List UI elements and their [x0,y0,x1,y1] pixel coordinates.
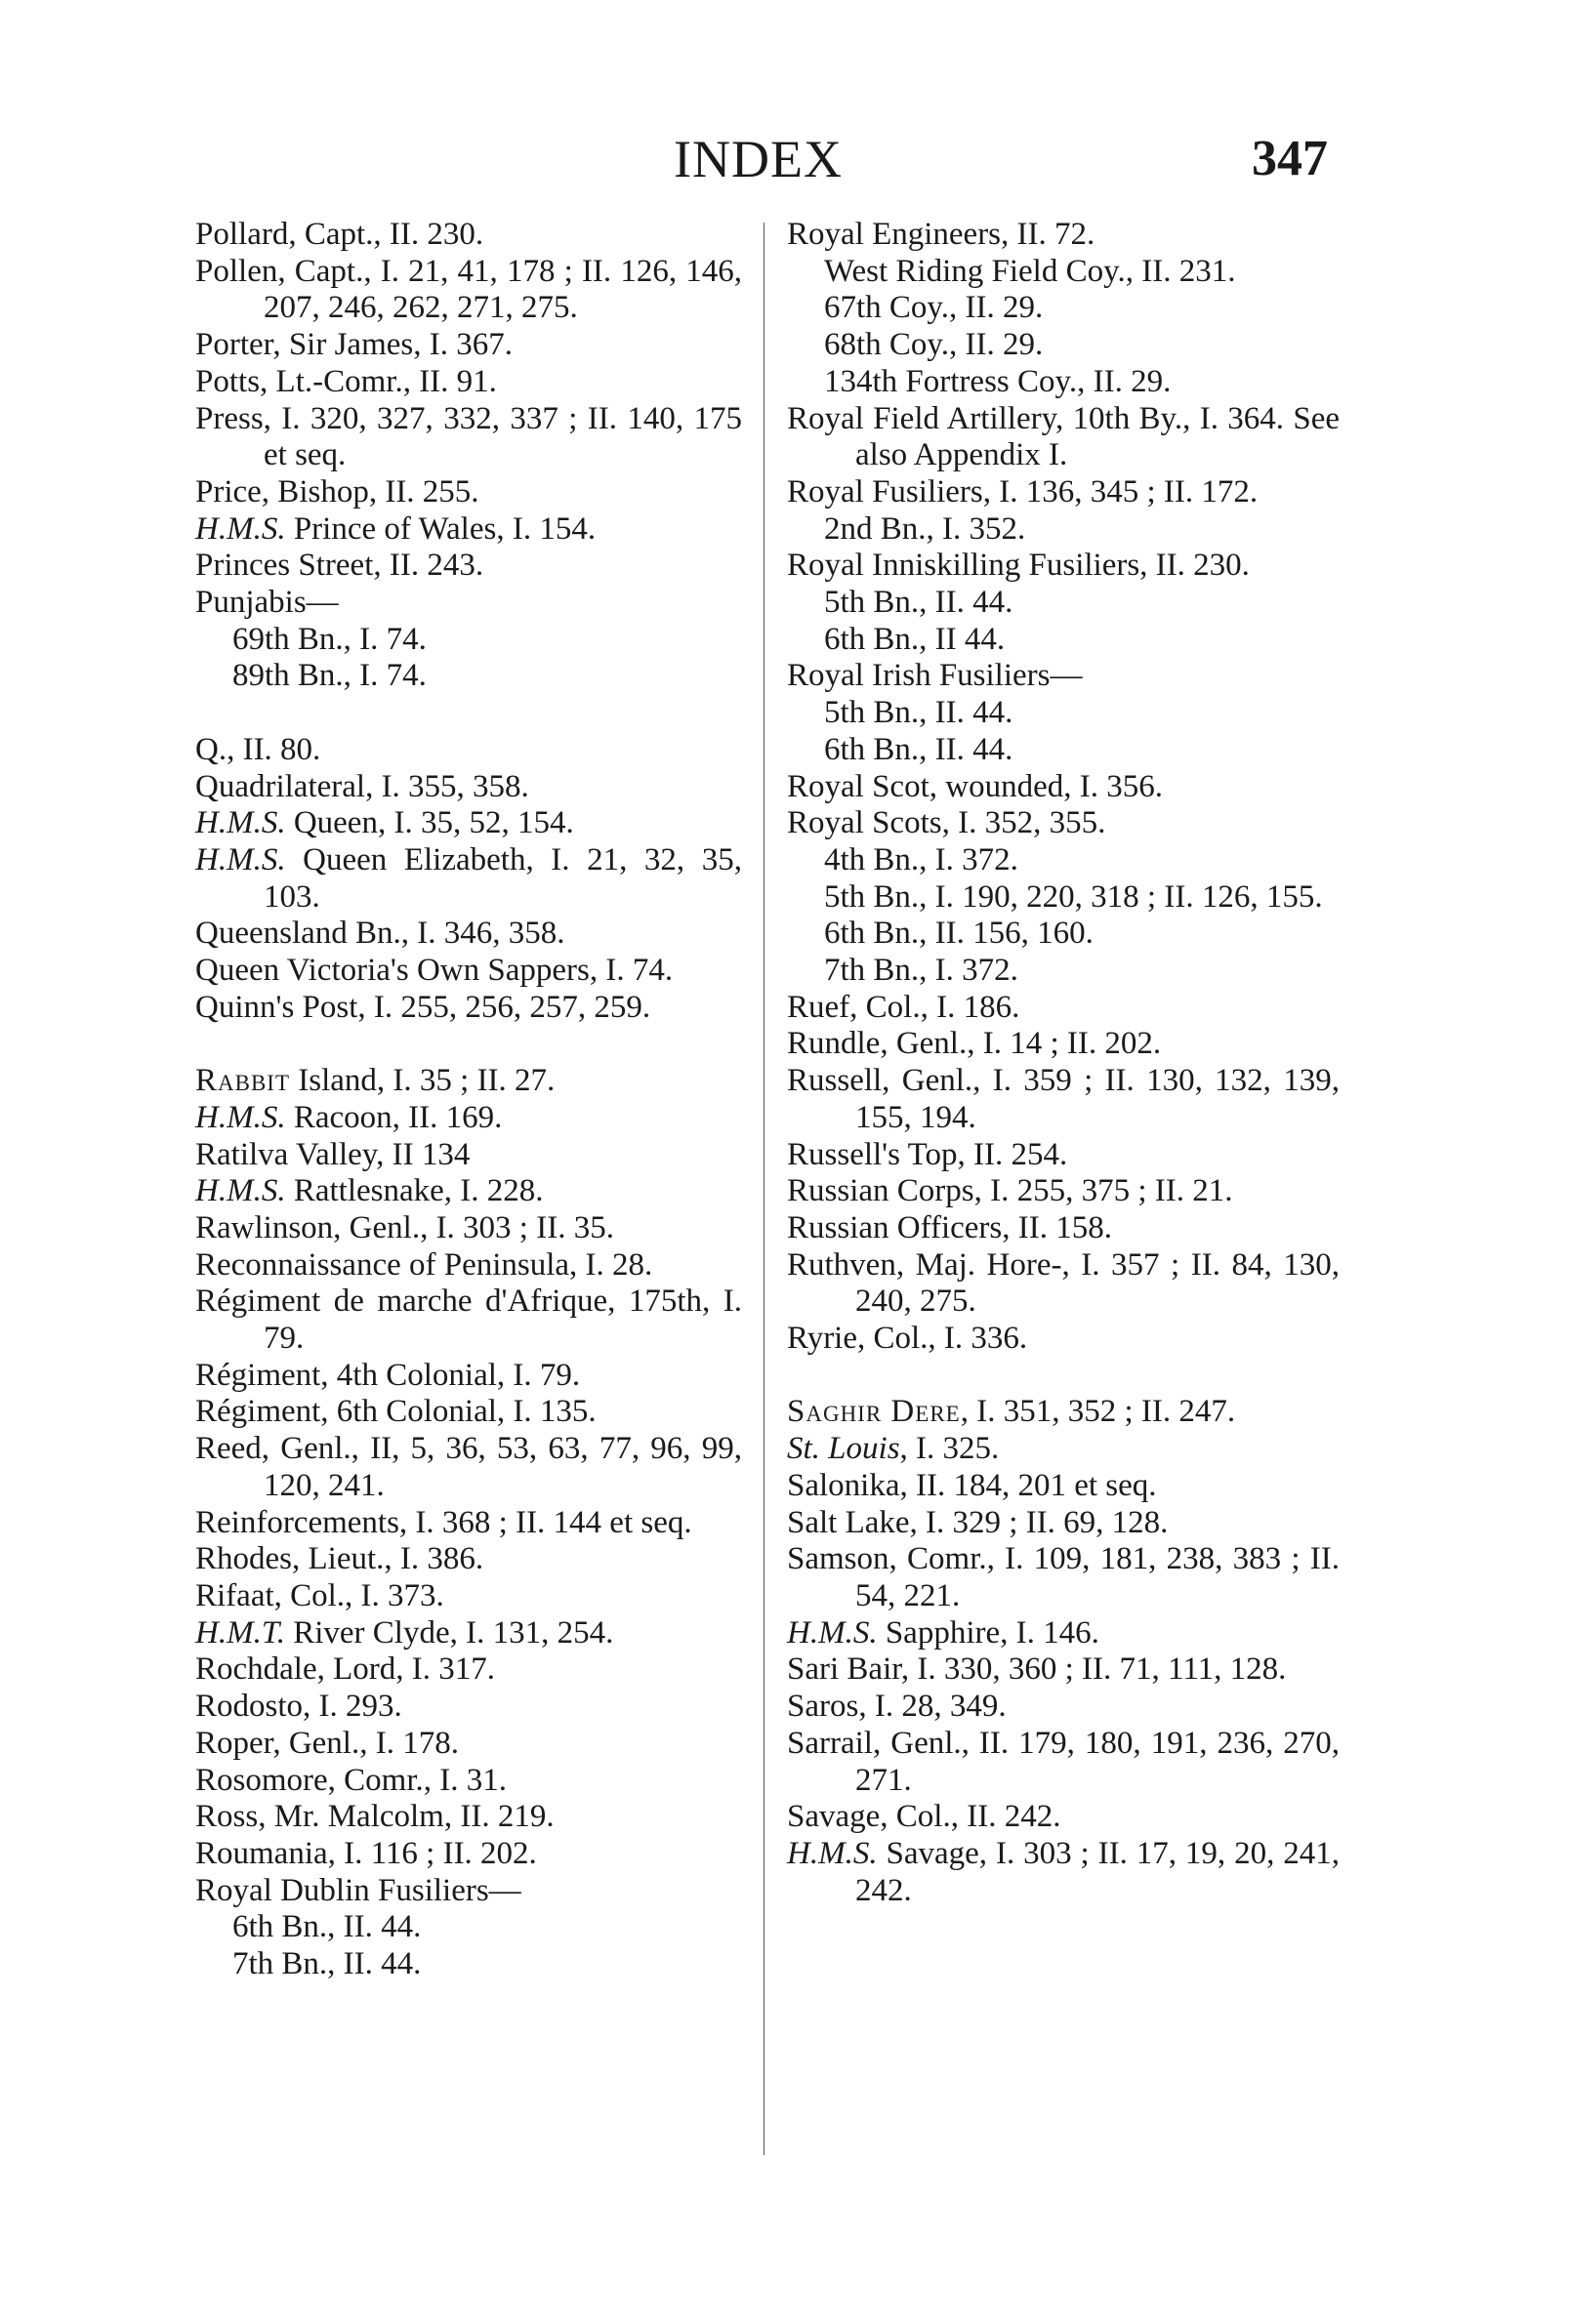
index-entry [787,1321,1340,1358]
entry-text: Samson, Comr., I. 109, 181, 238, 383 ; II. 54, 221. [787,1541,1340,1613]
index-entry [195,1173,742,1210]
index-subentry [787,916,1340,953]
index-subentry [787,953,1340,990]
index-subentry [787,585,1340,622]
italic-name: St. Louis [787,1431,900,1467]
entry-text: Reinforcements, I. 368 ; II. 144 et seq. [195,1504,692,1540]
index-entry [787,401,1340,474]
entry-text: Régiment, 4th Colonial, I. 79. [195,1357,581,1393]
section-gap [195,1026,742,1063]
entry-text: 134th Fortress Coy., II. 29. [824,363,1172,399]
entry-text: River Clyde, I. 131, 254. [284,1614,614,1651]
entry-text: Royal Dublin Fusiliers— [195,1872,521,1908]
entry-text: Roper, Genl., I. 178. [195,1725,459,1761]
section-gap [787,1358,1340,1395]
entry-text: Royal Irish Fusiliers— [787,658,1083,694]
index-entry [787,1137,1340,1174]
index-entry [195,1726,742,1763]
index-subentry [787,254,1340,291]
vessel-prefix: H.M.S. [195,841,286,877]
index-entry [195,1284,742,1357]
entry-text: Sari Bair, I. 330, 360 ; II. 71, 111, 128. [787,1651,1287,1688]
index-subentry [787,327,1340,364]
index-column-right [787,217,1340,1909]
vessel-prefix: H.M.S. [195,805,286,841]
index-entry [195,953,742,990]
index-entry [787,1615,1340,1652]
index-entry [787,474,1340,511]
index-entry [787,1394,1340,1431]
entry-text: Roumania, I. 116 ; II. 202. [195,1835,537,1871]
index-entry [195,1541,742,1578]
index-entry [787,1541,1340,1614]
index-subentry [787,879,1340,917]
entry-text: Royal Scots, I. 352, 355. [787,805,1106,841]
entry-text: Quadrilateral, I. 355, 358. [195,768,529,804]
index-entry [787,769,1340,806]
section-gap [195,695,742,732]
entry-text: West Riding Field Coy., II. 231. [824,253,1236,289]
index-column-left [195,217,742,1983]
index-entry [195,401,742,474]
index-subentry [787,511,1340,549]
entry-text: Prince of Wales, I. 154. [285,510,597,547]
index-entry [195,805,742,842]
entry-text: Press, I. 320, 327, 332, 337 ; II. 140, 175 et seq. [195,400,742,473]
section-lead-word: Rabbit [195,1063,291,1099]
index-entry [195,1210,742,1247]
index-entry [787,1651,1340,1689]
entry-text: Rawlinson, Genl., I. 303 ; II. 35. [195,1209,614,1245]
entry-text: Ratilva Valley, II 134 [195,1136,471,1172]
index-entry [195,916,742,953]
entry-text: Q., II. 80. [195,731,321,767]
index-entry [195,1247,742,1284]
entry-text: 6th Bn., II. 44. [232,1909,422,1945]
entry-text: Queensland Bn., I. 346, 358. [195,916,565,952]
entry-text: Russell's Top, II. 254. [787,1136,1068,1172]
index-entry [787,1210,1340,1247]
index-entry [787,548,1340,585]
index-entry [195,1651,742,1689]
entry-text: Russian Corps, I. 255, 375 ; II. 21. [787,1173,1233,1209]
entry-text: Rundle, Genl., I. 14 ; II. 202. [787,1026,1162,1062]
index-entry [195,1358,742,1395]
entry-text: Saros, I. 28, 349. [787,1689,1007,1725]
index-subentry [787,622,1340,659]
index-entry [195,474,742,511]
index-subentry [787,290,1340,327]
entry-text: Royal Scot, wounded, I. 356. [787,768,1163,804]
entry-text: 7th Bn., I. 372. [824,953,1018,989]
index-entry [195,1836,742,1873]
index-entry [195,1063,742,1100]
index-entry [787,1726,1340,1799]
entry-text: Queen Elizabeth, I. 21, 32, 35, 103. [264,841,742,915]
entry-text: 4th Bn., I. 372. [824,841,1018,877]
index-subentry [195,622,742,659]
index-subentry [195,1946,742,1983]
entry-text: 89th Bn., I. 74. [232,658,427,694]
index-subentry [787,842,1340,879]
vessel-prefix: H.M.S. [787,1614,878,1651]
index-entry [195,1100,742,1137]
index-subentry [787,732,1340,769]
entry-text: Sarrail, Genl., II. 179, 180, 191, 236, 270, 271. [787,1725,1340,1798]
entry-text: , I. 325. [899,1431,1000,1467]
index-entry [195,1394,742,1431]
index-entry [787,1026,1340,1063]
index-entry [195,1505,742,1542]
index-subentry [787,364,1340,401]
entry-text: 5th Bn., II. 44. [824,695,1013,731]
vessel-prefix: H.M.T. [195,1614,285,1651]
index-entry [195,1431,742,1504]
index-entry [195,842,742,916]
vessel-prefix: H.M.S. [195,1099,286,1135]
entry-text: 67th Coy., II. 29. [824,290,1044,326]
entry-text: Reconnaissance of Peninsula, I. 28. [195,1246,653,1283]
entry-text: Russell, Genl., I. 359 ; II. 130, 132, 139, 155, 194. [787,1063,1340,1135]
index-entry [195,1763,742,1800]
index-entry [195,769,742,806]
index-entry [787,1173,1340,1210]
index-entry [195,1873,742,1910]
entry-text: 6th Bn., II. 44. [824,731,1013,767]
entry-text: Punjabis— [195,585,339,621]
entry-text: Rochdale, Lord, I. 317. [195,1651,496,1688]
entry-text: Quinn's Post, I. 255, 256, 257, 259. [195,989,651,1025]
section-lead-word: Saghir Dere [787,1394,961,1430]
entry-text: 7th Bn., II. 44. [232,1946,422,1982]
index-entry [195,732,742,769]
index-entry [195,364,742,401]
entry-text: 5th Bn., I. 190, 220, 318 ; II. 126, 155. [824,878,1323,915]
entry-text: Racoon, II. 169. [285,1099,503,1135]
entry-text: Régiment, 6th Colonial, I. 135. [195,1394,597,1430]
entry-text: 68th Coy., II. 29. [824,327,1044,363]
entry-text: Porter, Sir James, I. 367. [195,327,513,363]
entry-text: Sapphire, I. 146. [877,1614,1099,1651]
index-entry [195,1799,742,1836]
index-entry [787,1836,1340,1909]
index-entry [787,1063,1340,1136]
index-subentry [787,695,1340,732]
entry-text: Ross, Mr. Malcolm, II. 219. [195,1799,555,1835]
entry-text: Ruef, Col., I. 186. [787,989,1020,1025]
entry-text: Royal Inniskilling Fusiliers, II. 230. [787,548,1250,584]
page-header [0,125,1570,193]
entry-text: Island, I. 35 ; II. 27. [290,1063,556,1099]
entry-text: , I. 351, 352 ; II. 247. [960,1394,1236,1430]
index-entry [195,548,742,585]
index-entry [787,1689,1340,1726]
page-number: 347 [1252,131,1328,186]
entry-text: Ryrie, Col., I. 336. [787,1321,1028,1357]
entry-text: Price, Bishop, II. 255. [195,473,479,510]
entry-text: 6th Bn., II 44. [824,621,1006,657]
entry-text: Ruthven, Maj. Hore-, I. 357 ; II. 84, 130, 240, 275. [787,1246,1340,1320]
entry-text: 69th Bn., I. 74. [232,621,427,657]
entry-text: Reed, Genl., II, 5, 36, 53, 63, 77, 96, 99, 120, 241. [195,1431,742,1503]
index-entry [787,1799,1340,1836]
entry-text: Savage, I. 303 ; II. 17, 19, 20, 241, 242. [855,1835,1340,1908]
entry-text: Pollen, Capt., I. 21, 41, 178 ; II. 126, 146, 207, 246, 262, 271, 275. [195,253,742,326]
entry-text: Russian Officers, II. 158. [787,1209,1112,1245]
entry-text: Potts, Lt.-Comr., II. 91. [195,363,497,399]
entry-text: Régiment de marche d'Afrique, 175th, I. 79. [195,1284,742,1357]
index-entry [195,990,742,1027]
index-entry [195,511,742,549]
entry-text: Rattlesnake, I. 228. [285,1173,544,1209]
index-entry [195,327,742,364]
entry-text: Rodosto, I. 293. [195,1689,402,1725]
entry-text: 2nd Bn., I. 352. [824,510,1026,547]
index-entry [195,1137,742,1174]
entry-text: 6th Bn., II. 156, 160. [824,916,1094,952]
index-subentry [195,1909,742,1946]
index-entry [787,1247,1340,1321]
entry-text: Rifaat, Col., I. 373. [195,1577,444,1613]
entry-text: 5th Bn., II. 44. [824,585,1013,621]
entry-text: Princes Street, II. 243. [195,548,484,584]
page-title: INDEX [674,130,843,188]
index-entry [195,217,742,254]
index-entry [195,585,742,622]
index-entry [195,1615,742,1652]
index-entry [787,1431,1340,1468]
entry-text: Royal Engineers, II. 72. [787,217,1095,252]
vessel-prefix: H.M.S. [195,510,286,547]
vessel-prefix: H.M.S. [195,1173,286,1209]
entry-text: Salonika, II. 184, 201 et seq. [787,1467,1157,1503]
entry-text: Savage, Col., II. 242. [787,1799,1061,1835]
entry-text: Queen, I. 35, 52, 154. [285,805,574,841]
entry-text: Rhodes, Lieut., I. 386. [195,1541,484,1577]
index-entry [195,1578,742,1615]
entry-text: Queen Victoria's Own Sappers, I. 74. [195,953,674,989]
entry-text: Salt Lake, I. 329 ; II. 69, 128. [787,1504,1169,1540]
index-entry [787,1468,1340,1505]
index-subentry [195,658,742,695]
index-entry [787,990,1340,1027]
index-entry [787,1505,1340,1542]
index-entry [195,254,742,327]
entry-text: Royal Fusiliers, I. 136, 345 ; II. 172. [787,473,1259,510]
index-entry [787,805,1340,842]
entry-text: Royal Field Artillery, 10th By., I. 364. See also Appendix I. [787,400,1340,473]
entry-text: Pollard, Capt., II. 230. [195,217,484,252]
index-entry [195,1689,742,1726]
vessel-prefix: H.M.S. [787,1835,878,1871]
entry-text: Rosomore, Comr., I. 31. [195,1762,507,1798]
index-entry [787,217,1340,254]
index-entry [787,658,1340,695]
